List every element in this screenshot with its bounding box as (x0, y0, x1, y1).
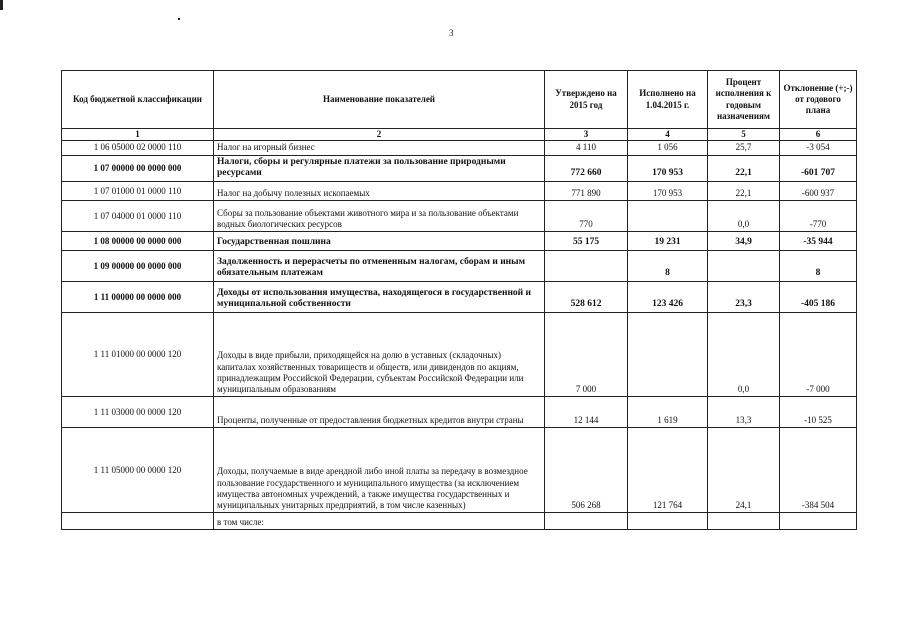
header-deviation: Отклонение (+;-) от годового плана (780, 71, 857, 129)
cell-percent: 13,3 (708, 397, 780, 428)
cell-executed: 8 (628, 251, 708, 282)
cell-code: 1 07 04000 01 0000 110 (62, 201, 214, 232)
cell-percent: 0,0 (708, 201, 780, 232)
cell-approved (545, 513, 628, 530)
cell-name: Доходы от использования имущества, находящегося в государственной и муниципальной собственности (214, 282, 545, 313)
cell-approved: 528 612 (545, 282, 628, 313)
cell-approved: 772 660 (545, 155, 628, 182)
cell-approved (545, 251, 628, 282)
cell-name: в том числе: (214, 513, 545, 530)
cell-code: 1 11 03000 00 0000 120 (62, 397, 214, 428)
scan-mark (178, 18, 180, 20)
cell-code: 1 07 01000 01 0000 110 (62, 182, 214, 201)
cell-code: 1 11 05000 00 0000 120 (62, 428, 214, 513)
table-row (62, 397, 857, 428)
cell-executed: 170 953 (628, 182, 708, 201)
cell-percent: 25,7 (708, 141, 780, 155)
table-row (62, 182, 857, 201)
cell-code (62, 513, 214, 530)
cell-code: 1 11 01000 00 0000 120 (62, 313, 214, 397)
cell-deviation: -10 525 (780, 397, 857, 428)
cell-percent (708, 513, 780, 530)
cell-executed (628, 513, 708, 530)
cell-percent: 24,1 (708, 428, 780, 513)
cell-executed: 123 426 (628, 282, 708, 313)
cell-approved: 7 000 (545, 313, 628, 397)
cell-percent (708, 251, 780, 282)
cell-approved: 770 (545, 201, 628, 232)
cell-code: 1 11 00000 00 0000 000 (62, 282, 214, 313)
cell-executed: 121 764 (628, 428, 708, 513)
cell-deviation: -601 707 (780, 155, 857, 182)
cell-name: Доходы в виде прибыли, приходящейся на долю в уставных (складочных) капиталах хозяйственных товариществ и обществ, или дивидендов по акциям, принадлежащим Российской Федерации, субъектам Российской Федерации или муниципальным образованиям (214, 313, 545, 397)
cell-executed: 1 619 (628, 397, 708, 428)
cell-code: 1 06 05000 02 0000 110 (62, 141, 214, 155)
cell-percent: 22,1 (708, 155, 780, 182)
table-row (62, 251, 857, 282)
table-row (62, 201, 857, 232)
column-number: 1 (62, 129, 214, 141)
cell-approved: 4 110 (545, 141, 628, 155)
table-row (62, 155, 857, 182)
header-percent: Процент исполнения к годовым назначениям (708, 71, 780, 129)
cell-deviation: -3 054 (780, 141, 857, 155)
cell-approved: 12 144 (545, 397, 628, 428)
table-row (62, 428, 857, 513)
header-executed: Исполнено на 1.04.2015 г. (628, 71, 708, 129)
cell-code: 1 08 00000 00 0000 000 (62, 232, 214, 251)
cell-deviation: -35 944 (780, 232, 857, 251)
page-number: 3 (449, 28, 454, 38)
table-row (62, 313, 857, 397)
cell-code: 1 09 00000 00 0000 000 (62, 251, 214, 282)
column-number: 5 (708, 129, 780, 141)
cell-deviation (780, 513, 857, 530)
cell-deviation: -405 186 (780, 282, 857, 313)
header-code: Код бюджетной классификации (62, 71, 214, 129)
cell-executed (628, 201, 708, 232)
table-row (62, 282, 857, 313)
cell-approved: 506 268 (545, 428, 628, 513)
cell-name: Государственная пошлина (214, 232, 545, 251)
cell-percent: 34,9 (708, 232, 780, 251)
cell-percent: 0,0 (708, 313, 780, 397)
cell-name: Налоги, сборы и регулярные платежи за пользование природными ресурсами (214, 155, 545, 182)
header-name: Наименование показателей (214, 71, 545, 129)
cell-deviation: 8 (780, 251, 857, 282)
cell-executed: 1 056 (628, 141, 708, 155)
cell-name: Проценты, полученные от предоставления бюджетных кредитов внутри страны (214, 397, 545, 428)
table-row (62, 513, 857, 530)
cell-executed (628, 313, 708, 397)
header-approved: Утверждено на 2015 год (545, 71, 628, 129)
cell-percent: 23,3 (708, 282, 780, 313)
table-row (62, 141, 857, 155)
cell-deviation: -770 (780, 201, 857, 232)
column-number: 6 (780, 129, 857, 141)
cell-percent: 22,1 (708, 182, 780, 201)
cell-executed: 170 953 (628, 155, 708, 182)
cell-deviation: -600 937 (780, 182, 857, 201)
cell-name: Доходы, получаемые в виде арендной либо иной платы за передачу в возмездное пользование государственного и муниципального имущества (за исключением имущества автономных учреждений, а также имущества государственных и муниципальных унитарных предприятий, в том числе казенных) (214, 428, 545, 513)
column-number-row (62, 129, 857, 141)
cell-code: 1 07 00000 00 0000 000 (62, 155, 214, 182)
table-header-row (62, 71, 857, 129)
cell-name: Налог на игорный бизнес (214, 141, 545, 155)
budget-table (61, 70, 857, 530)
table-row (62, 232, 857, 251)
cell-name: Задолженность и перерасчеты по отмененным налогам, сборам и иным обязательным платежам (214, 251, 545, 282)
column-number: 3 (545, 129, 628, 141)
cell-executed: 19 231 (628, 232, 708, 251)
cell-name: Налог на добычу полезных ископаемых (214, 182, 545, 201)
cell-deviation: -7 000 (780, 313, 857, 397)
column-number: 4 (628, 129, 708, 141)
cell-deviation: -384 504 (780, 428, 857, 513)
cell-name: Сборы за пользование объектами животного мира и за пользование объектами водных биологических ресурсов (214, 201, 545, 232)
column-number: 2 (214, 129, 545, 141)
cell-approved: 55 175 (545, 232, 628, 251)
cell-approved: 771 890 (545, 182, 628, 201)
scan-mark (0, 0, 3, 10)
